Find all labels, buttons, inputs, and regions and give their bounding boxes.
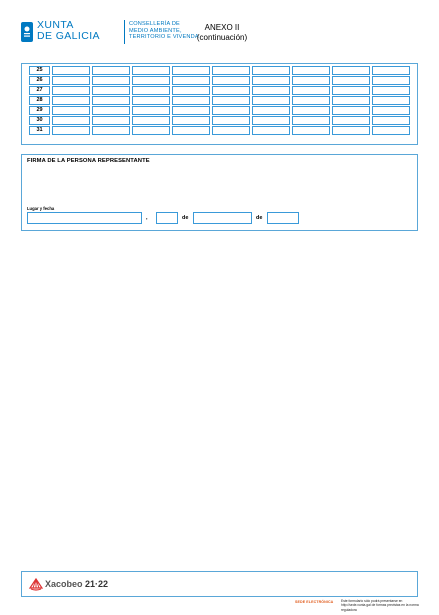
day-entry-field[interactable]	[292, 66, 330, 75]
day-entry-field[interactable]	[292, 106, 330, 115]
day-row	[29, 76, 410, 85]
day-entry-field[interactable]	[172, 76, 210, 85]
annex-title: ANEXO II	[204, 23, 240, 32]
annex-subtitle: (continuación)	[196, 32, 248, 42]
month-field[interactable]	[193, 212, 252, 224]
day-entry-field[interactable]	[332, 66, 370, 75]
logo-divider	[124, 20, 125, 44]
day-entry-field[interactable]	[372, 126, 410, 135]
day-entry-field[interactable]	[132, 66, 170, 75]
day-entry-field[interactable]	[172, 126, 210, 135]
day-entry-field[interactable]	[292, 96, 330, 105]
day-entry-field[interactable]	[212, 116, 250, 125]
day-field[interactable]	[156, 212, 178, 224]
day-entry-field[interactable]	[52, 76, 90, 85]
department-line: MEDIO AMBIENTE,	[129, 27, 182, 34]
day-entry-field[interactable]	[292, 126, 330, 135]
annex-heading	[190, 23, 254, 42]
day-entry-field[interactable]	[252, 86, 290, 95]
day-number: 26	[29, 76, 50, 85]
org-name-line1: XUNTA	[37, 19, 74, 31]
day-entry-field[interactable]	[52, 106, 90, 115]
day-entry-field[interactable]	[252, 76, 290, 85]
department-name	[129, 21, 199, 41]
day-entry-field[interactable]	[212, 96, 250, 105]
day-entry-field[interactable]	[52, 86, 90, 95]
day-entry-field[interactable]	[52, 66, 90, 75]
footer-banner	[21, 571, 418, 597]
day-entry-field[interactable]	[132, 86, 170, 95]
day-row	[29, 96, 410, 105]
day-number: 25	[29, 66, 50, 75]
de-separator: de	[256, 215, 263, 221]
de-separator: de	[182, 215, 189, 221]
signature-section	[21, 154, 418, 231]
day-entry-field[interactable]	[172, 116, 210, 125]
day-number: 30	[29, 116, 50, 125]
day-entry-field[interactable]	[92, 86, 130, 95]
day-entry-field[interactable]	[332, 86, 370, 95]
day-entry-field[interactable]	[212, 66, 250, 75]
sede-note: Este formulario sólo podrá presentarse en http://sede.xunta.gal de formas previstas en la norma reguladora	[341, 599, 419, 612]
day-entry-field[interactable]	[372, 106, 410, 115]
day-entry-field[interactable]	[52, 116, 90, 125]
day-entry-field[interactable]	[92, 116, 130, 125]
day-entry-field[interactable]	[172, 106, 210, 115]
xacobeo-scallop-icon	[28, 576, 44, 592]
day-entry-field[interactable]	[332, 116, 370, 125]
day-entry-field[interactable]	[92, 76, 130, 85]
day-number: 29	[29, 106, 50, 115]
department-line: CONSELLERÍA DE	[129, 21, 180, 27]
day-entry-field[interactable]	[332, 126, 370, 135]
day-entry-field[interactable]	[332, 96, 370, 105]
day-entry-field[interactable]	[372, 96, 410, 105]
day-number: 31	[29, 126, 50, 135]
place-date-label: Lugar y fecha	[27, 206, 55, 211]
day-entry-field[interactable]	[252, 116, 290, 125]
day-number: 27	[29, 86, 50, 95]
days-table-box	[21, 63, 418, 145]
day-entry-field[interactable]	[172, 96, 210, 105]
day-entry-field[interactable]	[172, 66, 210, 75]
day-row	[29, 86, 410, 95]
day-row	[29, 106, 410, 115]
day-entry-field[interactable]	[332, 76, 370, 85]
day-entry-field[interactable]	[212, 106, 250, 115]
day-entry-field[interactable]	[92, 96, 130, 105]
day-entry-field[interactable]	[252, 126, 290, 135]
day-entry-field[interactable]	[212, 76, 250, 85]
day-entry-field[interactable]	[292, 86, 330, 95]
comma-separator: ,	[146, 215, 148, 221]
day-entry-field[interactable]	[52, 126, 90, 135]
day-entry-field[interactable]	[252, 106, 290, 115]
day-entry-field[interactable]	[132, 96, 170, 105]
day-entry-field[interactable]	[252, 96, 290, 105]
org-name-line2: DE GALICIA	[37, 30, 100, 42]
sede-electronica-logo: SEDE ELECTRÓNICA	[295, 600, 334, 604]
day-row	[29, 116, 410, 125]
day-entry-field[interactable]	[372, 86, 410, 95]
day-entry-field[interactable]	[372, 116, 410, 125]
place-field[interactable]	[27, 212, 142, 224]
day-entry-field[interactable]	[132, 76, 170, 85]
day-entry-field[interactable]	[132, 126, 170, 135]
day-entry-field[interactable]	[92, 126, 130, 135]
day-entry-field[interactable]	[52, 96, 90, 105]
xunta-shield-icon	[21, 22, 33, 42]
day-entry-field[interactable]	[132, 116, 170, 125]
day-entry-field[interactable]	[252, 66, 290, 75]
xacobeo-logo-text	[45, 579, 108, 589]
xacobeo-years: 21·22	[85, 579, 109, 589]
day-entry-field[interactable]	[212, 86, 250, 95]
day-entry-field[interactable]	[292, 76, 330, 85]
year-field[interactable]	[267, 212, 299, 224]
day-row	[29, 66, 410, 75]
department-line: TERRITORIO E VIVENDA	[129, 34, 199, 41]
org-name	[37, 20, 117, 42]
day-entry-field[interactable]	[132, 106, 170, 115]
signature-title: FIRMA DE LA PERSONA REPRESENTANTE	[27, 158, 150, 164]
day-entry-field[interactable]	[212, 126, 250, 135]
day-entry-field[interactable]	[92, 66, 130, 75]
days-table	[27, 65, 412, 136]
day-entry-field[interactable]	[292, 116, 330, 125]
day-entry-field[interactable]	[372, 66, 410, 75]
day-row	[29, 126, 410, 135]
day-entry-field[interactable]	[372, 76, 410, 85]
day-entry-field[interactable]	[172, 86, 210, 95]
day-number: 28	[29, 96, 50, 105]
xacobeo-name: Xacobeo	[45, 579, 83, 589]
day-entry-field[interactable]	[92, 106, 130, 115]
day-entry-field[interactable]	[332, 106, 370, 115]
